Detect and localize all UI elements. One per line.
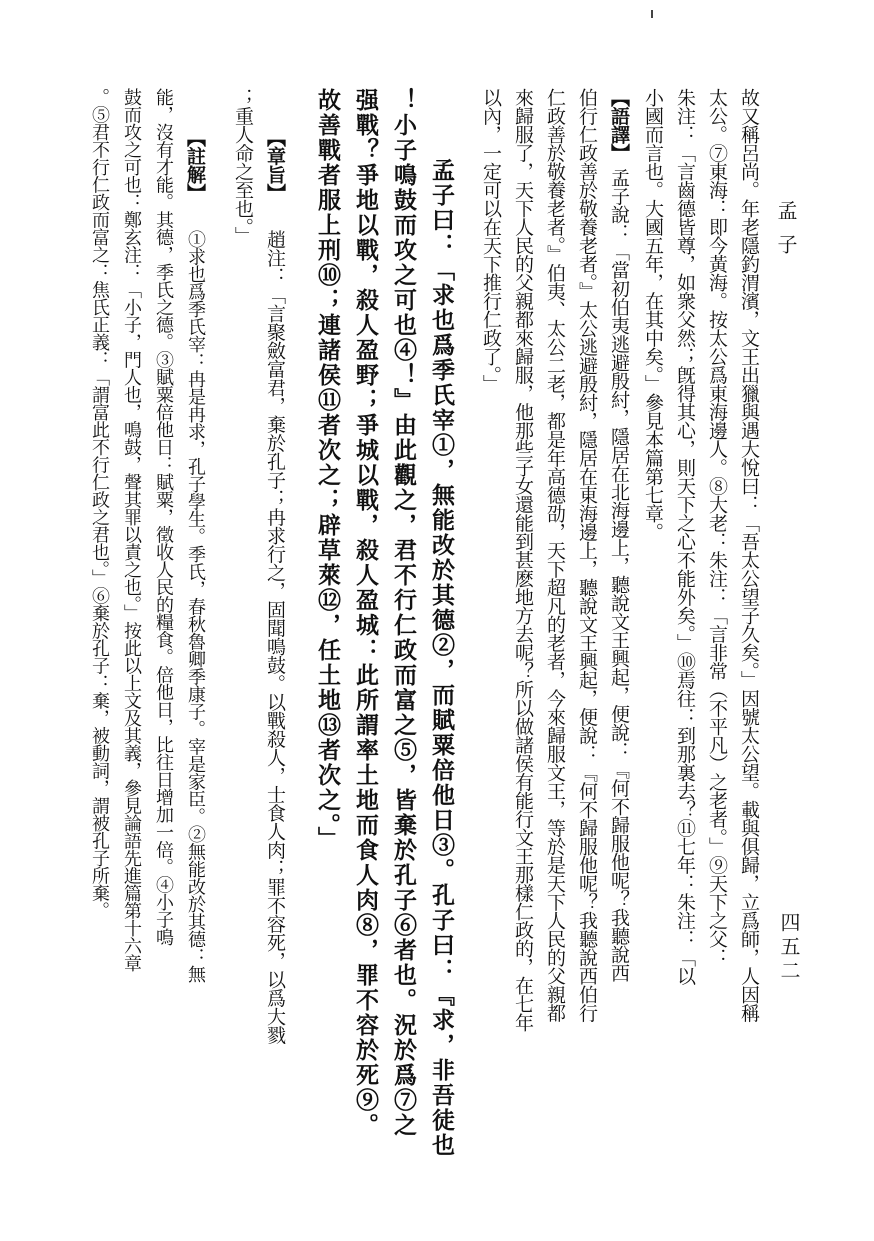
notes-line: 能，沒有才能。其德，季氏之德。③賦粟倍他日：賦粟，徵收人民的糧食。倍他日，比往日增加一倍。④小子鳴 (153, 88, 174, 946)
notes-line: 。⑤君不行仁政而富之：焦氏正義：「謂富此不行仁政之君也。」⑥棄於孔子：棄，被動詞，謂被孔子所棄。 (89, 88, 110, 919)
running-head-title: 孟子 (774, 200, 798, 268)
notes-label: 【註解】 (184, 128, 206, 202)
summary-label: 【章旨】 (264, 128, 286, 202)
note-line: 故又稱呂尚。年老隱釣渭濱，文王出獵與遇大悅曰：「吾太公望子久矣。」因號太公望。載與俱歸，立爲師，人因稱 (738, 88, 760, 1022)
notes-line: 鼓而攻之可也：鄭玄注：「小子，門人也，鳴鼓，聲其罪以責之也。」按此以上文及其義，參見論語先進篇第十六章 (121, 88, 142, 972)
translation-line: 仁政善於敬養老者。』伯夷、太公二老，都是年高德劭，天下超凡的老者，今來歸服文王，等於是天下人民的父親都 (544, 88, 566, 1022)
translation-line: 以內，一定可以在天下推行仁政了。」 (480, 88, 502, 393)
note-line: 小國而言也。大國五年，在其中矣。」參見本篇第七章。 (642, 88, 664, 541)
main-text-line: 强戰？爭地以戰，殺人盈野；爭城以戰，殺人盈城：此所謂率土地而食人肉⑧，罪不容於死⑨。 (352, 88, 379, 1138)
summary-line: ；重人命之至也。」 (232, 88, 254, 245)
notes-line: ①求也爲季氏宰：冉是冉求，孔子學生。季氏，春秋魯卿季康子。宰是家臣。②無能改於其德：無 (185, 230, 206, 983)
main-text-line: 故善戰者服上刑⑩；連諸侯⑪者次之；辟草萊⑫，任土地⑬者次之。」 (314, 88, 341, 852)
note-line: 太公。⑦東海：即今黃海。按太公爲東海邊人。⑧大老：朱注：「言非常（不平凡）之老者。」⑨天下之父： (706, 88, 728, 967)
summary-line: 趙注：「言聚斂富君，棄於孔子；冉求行之，固聞鳴鼓。以戰殺人，士食人肉；罪不容死，以爲大戮 (264, 230, 286, 1044)
translation-line: 伯行仁政善於敬養老者。』太公逃避殷紂，隱居在東海邊上，聽說文王興起，便說：『何不歸服他呢？我聽說西伯行 (576, 88, 598, 1022)
translation-line: 孟子說：「當初伯夷逃避殷紂，隱居在北海邊上，聽說文王興起，便說：『何不歸服他呢？我聽說西 (608, 168, 630, 982)
main-text-line: 孟子曰：「求也爲季氏宰①，無能改於其德②，而賦粟倍他日③。孔子曰：『求，非吾徒也 (428, 158, 455, 1158)
translation-label: 【語譯】 (608, 88, 630, 162)
translation-line: 來歸服了，天下人民的父親都來歸服，他那些子女還能到甚麽地方去呢？所以做諸侯有能行文王那樣仁政的，在七年 (512, 88, 534, 1032)
note-line: 朱注：「言齒德皆尊，如衆父然；旣得其心，則天下之心不能外矣。」⑩焉往：到那裏去？⑪七年：朱注：「以 (674, 88, 696, 985)
main-text-line: ！小子鳴鼓而攻之可也④！』由此觀之，君不行仁政而富之⑤，皆棄於孔子⑥者也。況於爲⑦之 (390, 88, 417, 1138)
page-number: 四五二 (777, 912, 801, 984)
print-speck (651, 10, 653, 18)
